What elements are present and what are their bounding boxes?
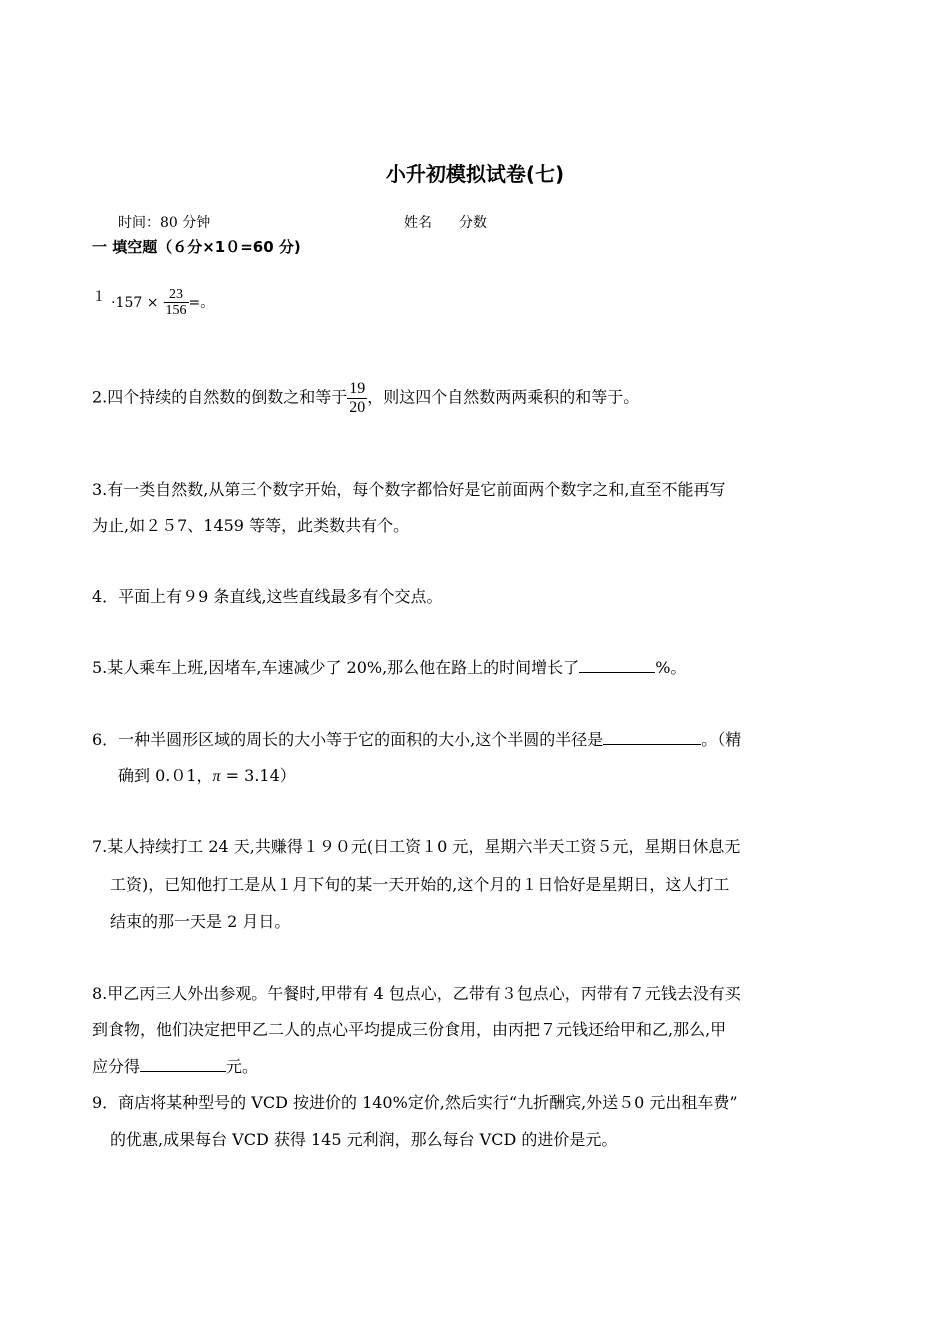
- q1-fraction: [164, 287, 189, 319]
- q1-numerator: 23: [164, 287, 189, 303]
- q2-fraction: [347, 380, 367, 416]
- question-6-line-2: [118, 763, 296, 786]
- q6-text-after: 。（精: [701, 730, 742, 749]
- q1-suffix: =。: [188, 295, 215, 311]
- name-label: 姓名: [404, 215, 432, 231]
- question-9-line-1: 9．商店将某种型号的 VCD 按进价的 140%定价,然后实行“九折酬宾,外送５0 元出租车费”: [92, 1093, 738, 1112]
- question-7-line-1: 7.某人持续打工 24 天,共赚得１９０元(日工资１0 元，星期六半天工资５元，星期日休息无: [92, 837, 741, 856]
- question-8-line-2: 到食物，他们决定把甲乙二人的点心平均提成三份食用，由丙把７元钱还给甲和乙,那么,甲: [92, 1020, 727, 1039]
- question-1: [92, 286, 214, 318]
- question-8-line-1: 8.甲乙丙三人外出参观。午餐时,甲带有 4 包点心，乙带有３包点心，丙带有７元钱去没有买: [92, 984, 741, 1003]
- question-3-line-1: 3.有一类自然数,从第三个数字开始，每个数字都恰好是它前面两个数字之和,直至不能再写: [92, 480, 726, 499]
- question-9-line-2: 的优惠,成果每台 VCD 获得 145 元利润，那么每台 VCD 的进价是元。: [110, 1130, 618, 1149]
- q2-denominator: 20: [349, 398, 366, 416]
- q8-text-after: 元。: [226, 1057, 259, 1076]
- page-title: 小升初模拟试卷(七): [385, 162, 565, 186]
- q2-text-before: 2.四个持续的自然数的倒数之和等于: [92, 387, 348, 407]
- q1-number: １: [92, 289, 106, 305]
- q6-text-before: 6．一种半圆形区域的周长的大小等于它的面积的大小,这个半圆的半径是: [92, 730, 604, 749]
- pi-symbol: π: [212, 768, 221, 785]
- q1-expression: ·157 ×: [111, 295, 159, 311]
- question-4: 4．平面上有９9 条直线,这些直线最多有个交点。: [92, 587, 443, 606]
- q8-text-before: 应分得: [92, 1057, 141, 1076]
- question-8-line-3: [92, 1054, 258, 1077]
- question-6-line-1: [92, 727, 741, 750]
- section-heading: 一 填空题（６分×1０=60 分): [92, 238, 301, 256]
- question-5: [92, 655, 686, 678]
- q2-text-after: ，则这四个自然数两两乘积的和等于。: [367, 387, 640, 407]
- q5-text-after: %。: [655, 658, 687, 677]
- q2-numerator: 19: [349, 380, 366, 397]
- question-7-line-2: 工资)，已知他打工是从１月下旬的某一天开始的,这个月的１日恰好是星期日，这人打工: [110, 875, 730, 894]
- q6-answer-blank: [603, 728, 701, 745]
- q8-answer-blank: [140, 1055, 226, 1072]
- q1-denominator: 156: [165, 303, 187, 318]
- score-label: 分数: [459, 215, 487, 231]
- question-7-line-3: 结束的那一天是 2 月日。: [110, 912, 291, 931]
- question-2: [92, 380, 639, 416]
- q6-precision: 确到 0.０1，: [118, 766, 213, 785]
- q6-pi-value: = 3.14）: [220, 766, 296, 785]
- q5-answer-blank: [579, 656, 655, 673]
- time-label: 时间：80 分钟: [118, 215, 211, 231]
- q5-text-before: 5.某人乘车上班,因堵车,车速减少了 20%,那么他在路上的时间增长了: [92, 658, 580, 677]
- question-3-line-2: 为止,如２５7、1459 等等，此类数共有个。: [92, 516, 410, 535]
